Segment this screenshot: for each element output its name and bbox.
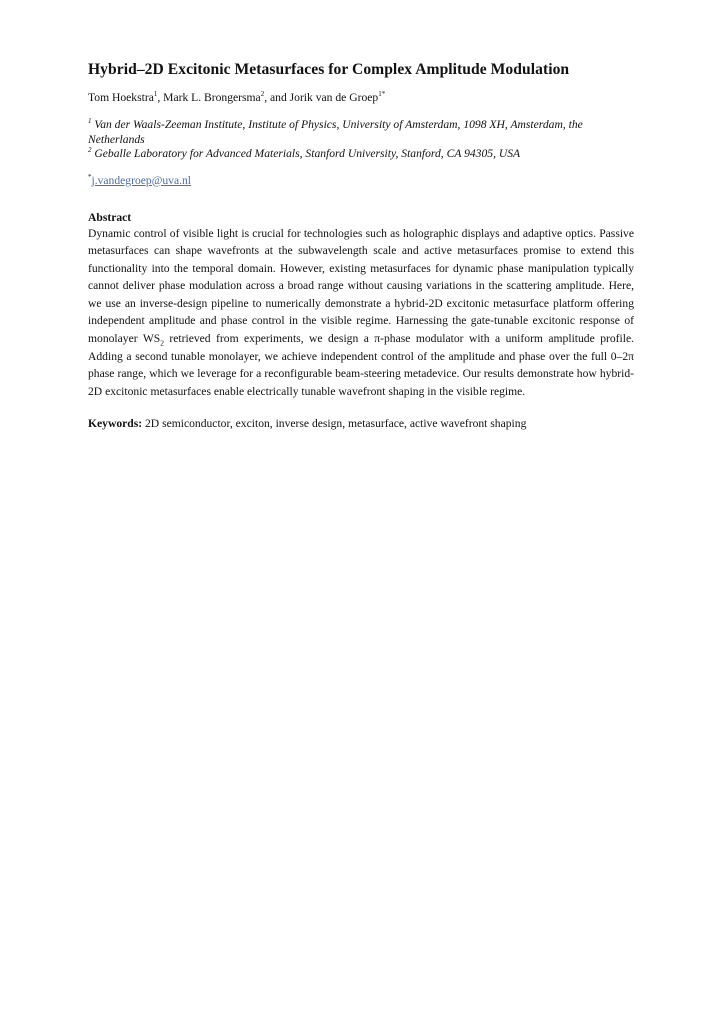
author-affiliation-mark: 1*	[378, 90, 386, 99]
author-separator: , and	[264, 91, 290, 104]
affiliation-text: Van der Waals-Zeeman Institute, Institute of Physics, University of Amsterdam, 1098 XH, Amsterdam, the Netherlands	[88, 118, 583, 146]
email-link[interactable]: j.vandegroep@uva.nl	[91, 173, 192, 187]
keywords	[88, 416, 634, 432]
author-name: Tom Hoekstra	[88, 91, 154, 104]
affiliation-list	[88, 118, 634, 162]
abstract-text-part: retrieved from experiments, we design a π-phase modulator with a uniform amplitude profile. Adding a second tunable monolayer, we achieve independent control of the amplitude and phase over the full 0–2π phase range, which we leverage for a reconfigurable beam-steering metadevice. Our results demonstrate how hybrid-2D excitonic metasurfaces enable electrically tunable wavefront shaping in the visible regime.	[88, 332, 634, 398]
author-list	[88, 90, 634, 106]
author-affiliation-mark: 1	[153, 90, 158, 99]
author-name: Jorik van de Groep	[289, 91, 379, 104]
chemical-subscript: 2	[160, 338, 164, 348]
corresponding-email	[88, 173, 634, 189]
abstract-text	[88, 225, 634, 401]
abstract-heading: Abstract	[88, 210, 132, 224]
paper-title: Hybrid–2D Excitonic Metasurfaces for Complex Amplitude Modulation	[88, 61, 570, 78]
affiliation	[88, 118, 634, 147]
affiliation-mark: 1	[88, 117, 92, 126]
affiliation-mark: 2	[88, 146, 92, 155]
keywords-text: 2D semiconductor, exciton, inverse design, metasurface, active wavefront shaping	[142, 417, 527, 431]
keywords-label: Keywords:	[88, 417, 143, 431]
corresponding-mark: *	[88, 172, 92, 181]
affiliation-text: Geballe Laboratory for Advanced Materials, Stanford University, Stanford, CA 94305, USA	[91, 147, 521, 160]
author-separator: ,	[157, 91, 164, 104]
author-name: Mark L. Brongersma	[163, 91, 261, 104]
author-affiliation-mark: 2	[260, 90, 265, 99]
abstract-text-part: Dynamic control of visible light is crucial for technologies such as holographic displays and adaptive optics. Passive metasurfaces can shape wavefronts at the subwavelength scale and active metasurfaces promise to extend this functionality into the temporal domain. However, existing metasurfaces for dynamic phase manipulation typically cannot deliver phase modulation across a broad range without causing variations in the scattering amplitude. Here, we use an inverse-design pipeline to numerically demonstrate a hybrid-2D excitonic metasurface platform offering independent amplitude and phase control in the visible regime. Harnessing the gate-tunable excitonic response of monolayer WS	[88, 226, 634, 346]
affiliation	[88, 147, 634, 162]
paper-page	[88, 60, 634, 432]
